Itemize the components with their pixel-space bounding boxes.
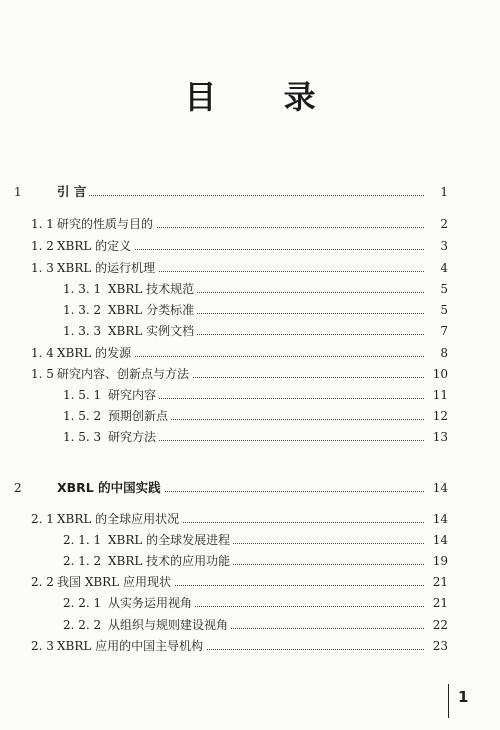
toc-chapter-row [0, 479, 500, 497]
toc-entry-label: XBRL 技术规范 [108, 280, 197, 298]
toc-entry-label: 预期创新点 [108, 407, 171, 425]
footer-rule [448, 684, 449, 718]
toc-entry-label: 从实务运用视角 [108, 594, 195, 612]
toc-entry-label: XBRL 的运行机理 [57, 259, 158, 277]
toc-entry-number: 1 [14, 185, 22, 199]
toc-entry-label: 研究方法 [108, 428, 159, 446]
toc-entry-number: 2. 2. 1 [63, 596, 102, 610]
toc-entry-number: 1. 4 [31, 346, 54, 360]
toc-entry-number: 2. 3 [31, 639, 54, 653]
toc-entry-label: XBRL 的发源 [57, 344, 134, 362]
toc-entry-label: 我国 XBRL 应用现状 [57, 573, 174, 591]
toc-entry-row [0, 428, 500, 446]
toc-entry-label: XBRL 应用的中国主导机构 [57, 637, 206, 655]
toc-entry-row [0, 531, 500, 549]
toc-leader-dots [128, 428, 426, 441]
toc-entry-page-number: 14 [424, 479, 448, 497]
toc-entry-page-number: 23 [424, 637, 448, 655]
toc-entry-number: 1. 3. 1 [63, 282, 102, 296]
page-title: 目 录 [184, 78, 344, 116]
toc-entry-label: XBRL 实例文档 [108, 322, 197, 340]
toc-leader-dots [128, 386, 426, 399]
toc-entry-row [0, 616, 500, 634]
toc-entry-row [0, 280, 500, 298]
toc-entry-label: XBRL 的定义 [57, 237, 134, 255]
toc-entry-number: 1. 5. 1 [63, 388, 102, 402]
toc-entry-number: 1. 5. 3 [63, 430, 102, 444]
toc-entry-label: 引 言 [57, 183, 89, 201]
toc-entry-page-number: 14 [424, 510, 448, 528]
toc-entry-number: 1. 3 [31, 261, 54, 275]
toc-entry-row [0, 322, 500, 340]
toc-entry-number: 1. 3. 2 [63, 303, 102, 317]
toc-leader-dots [77, 183, 426, 196]
toc-entry-page-number: 19 [424, 552, 448, 570]
toc-entry-page-number: 11 [424, 386, 448, 404]
toc-entry-row [0, 573, 500, 591]
toc-entry-row [0, 510, 500, 528]
toc-entry-row [0, 407, 500, 425]
toc-entry-page-number: 21 [424, 573, 448, 591]
footer-page-number: 1 [458, 688, 469, 706]
toc-entry-page-number: 14 [424, 531, 448, 549]
toc-entry-number: 2. 2 [31, 575, 54, 589]
toc-entry-row [0, 344, 500, 362]
toc-entry-number: 2. 2. 2 [63, 618, 102, 632]
toc-entry-page-number: 21 [424, 594, 448, 612]
toc-entry-label: XBRL 的全球发展进程 [108, 531, 233, 549]
toc-entry-page-number: 8 [424, 344, 448, 362]
toc-entry-number: 1. 5 [31, 367, 54, 381]
toc-entry-label: 从组织与规则建设视角 [108, 616, 231, 634]
toc-entry-row [0, 637, 500, 655]
toc-entry-row [0, 215, 500, 233]
toc-entry-row [0, 301, 500, 319]
toc-entry-row [0, 386, 500, 404]
toc-entry-page-number: 2 [424, 215, 448, 233]
toc-entry-number: 1. 2 [31, 239, 54, 253]
toc-entry-number: 2. 1. 2 [63, 554, 102, 568]
toc-entry-label: XBRL 技术的应用功能 [108, 552, 233, 570]
toc-entry-number: 2 [14, 481, 22, 495]
toc-leader-dots [128, 407, 426, 420]
toc-entry-label: XBRL 的中国实践 [57, 479, 164, 497]
toc-entry-row [0, 365, 500, 383]
toc-entry-row [0, 594, 500, 612]
toc-entry-page-number: 10 [424, 365, 448, 383]
toc-chapter-row [0, 183, 500, 201]
toc-entry-label: XBRL 的全球应用状况 [57, 510, 182, 528]
toc-entry-row [0, 237, 500, 255]
toc-entry-label: 研究内容、创新点与方法 [57, 365, 192, 383]
toc-entry-page-number: 22 [424, 616, 448, 634]
toc-entry-page-number: 7 [424, 322, 448, 340]
toc-entry-number: 1. 1 [31, 217, 54, 231]
toc-entry-page-number: 3 [424, 237, 448, 255]
toc-entry-number: 2. 1 [31, 512, 54, 526]
toc-entry-number: 1. 5. 2 [63, 409, 102, 423]
toc-entry-label: 研究内容 [108, 386, 159, 404]
toc-entry-label: XBRL 分类标准 [108, 301, 197, 319]
toc-entry-page-number: 13 [424, 428, 448, 446]
toc-entry-page-number: 5 [424, 301, 448, 319]
toc-entry-label: 研究的性质与目的 [57, 215, 156, 233]
toc-entry-page-number: 1 [424, 183, 448, 201]
toc-entry-number: 2. 1. 1 [63, 533, 102, 547]
toc-entry-page-number: 5 [424, 280, 448, 298]
toc-entry-page-number: 12 [424, 407, 448, 425]
toc-entry-number: 1. 3. 3 [63, 324, 102, 338]
toc-entry-row [0, 552, 500, 570]
toc-entry-row [0, 259, 500, 277]
toc-entry-page-number: 4 [424, 259, 448, 277]
